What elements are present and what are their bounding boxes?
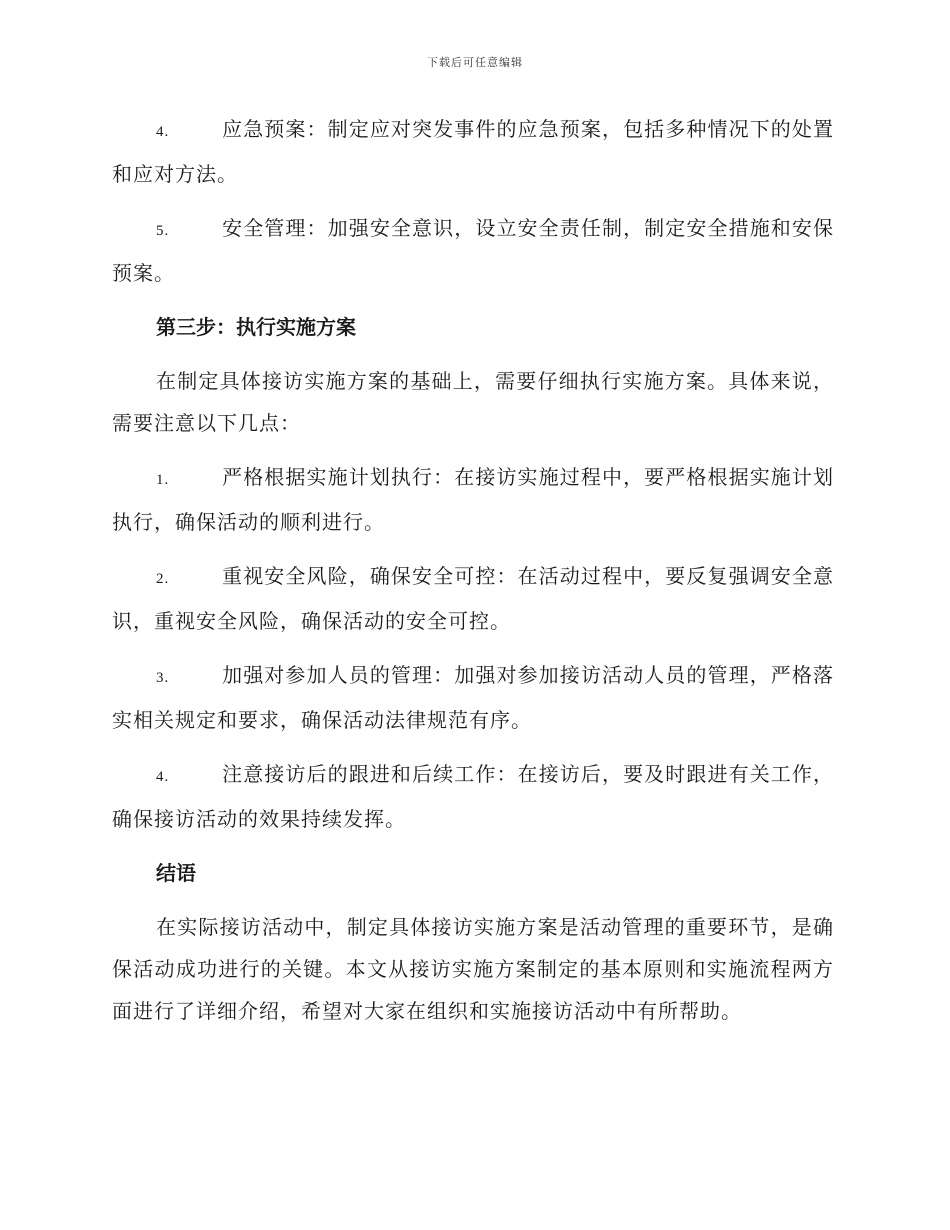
document-body [112,108,834,1044]
list-item-number: 3. [156,670,170,686]
list-item-number: 4. [156,769,170,785]
step-three-intro-paragraph: 在制定具体接访实施方案的基础上，需要仔细执行实施方案。具体来说，需要注意以下几点： [112,369,834,435]
list-item-number: 2. [156,571,170,587]
list-item-text: 安全管理：加强安全意识，设立安全责任制，制定安全措施和安保预案。 [112,216,834,285]
list-item-text: 重视安全风险，确保安全可控：在活动过程中，要反复强调安全意识，重视安全风险，确保活动的安全可控。 [112,564,834,633]
section-heading-conclusion: 结语 [156,861,196,885]
list-item-step-three-2 [112,555,834,642]
list-item-text: 应急预案：制定应对突发事件的应急预案，包括多种情况下的处置和应对方法。 [112,117,834,186]
list-item-number: 4. [156,124,170,140]
list-item-text: 注意接访后的跟进和后续工作：在接访后，要及时跟进有关工作，确保接访活动的效果持续发挥。 [112,762,834,831]
conclusion-paragraph: 在实际接访活动中，制定具体接访实施方案是活动管理的重要环节，是确保活动成功进行的关键。本文从接访实施方案制定的基本原则和实施流程两方面进行了详细介绍，希望对大家在组织和实施接访活动中有所帮助。 [112,915,834,1023]
list-item-step-three-3 [112,654,834,741]
page-header: 下载后可任意编辑 [427,56,523,69]
list-item-step-three-4 [112,753,834,840]
list-item-number: 5. [156,223,170,239]
list-item-step-three-1 [112,456,834,543]
section-heading-step-three: 第三步：执行实施方案 [156,315,356,339]
list-item-number: 1. [156,472,170,488]
list-item-safety-management [112,207,834,294]
list-item-contingency-plan [112,108,834,195]
list-item-text: 严格根据实施计划执行：在接访实施过程中，要严格根据实施计划执行，确保活动的顺利进行。 [112,465,834,534]
list-item-text: 加强对参加人员的管理：加强对参加接访活动人员的管理，严格落实相关规定和要求，确保活动法律规范有序。 [112,663,834,732]
